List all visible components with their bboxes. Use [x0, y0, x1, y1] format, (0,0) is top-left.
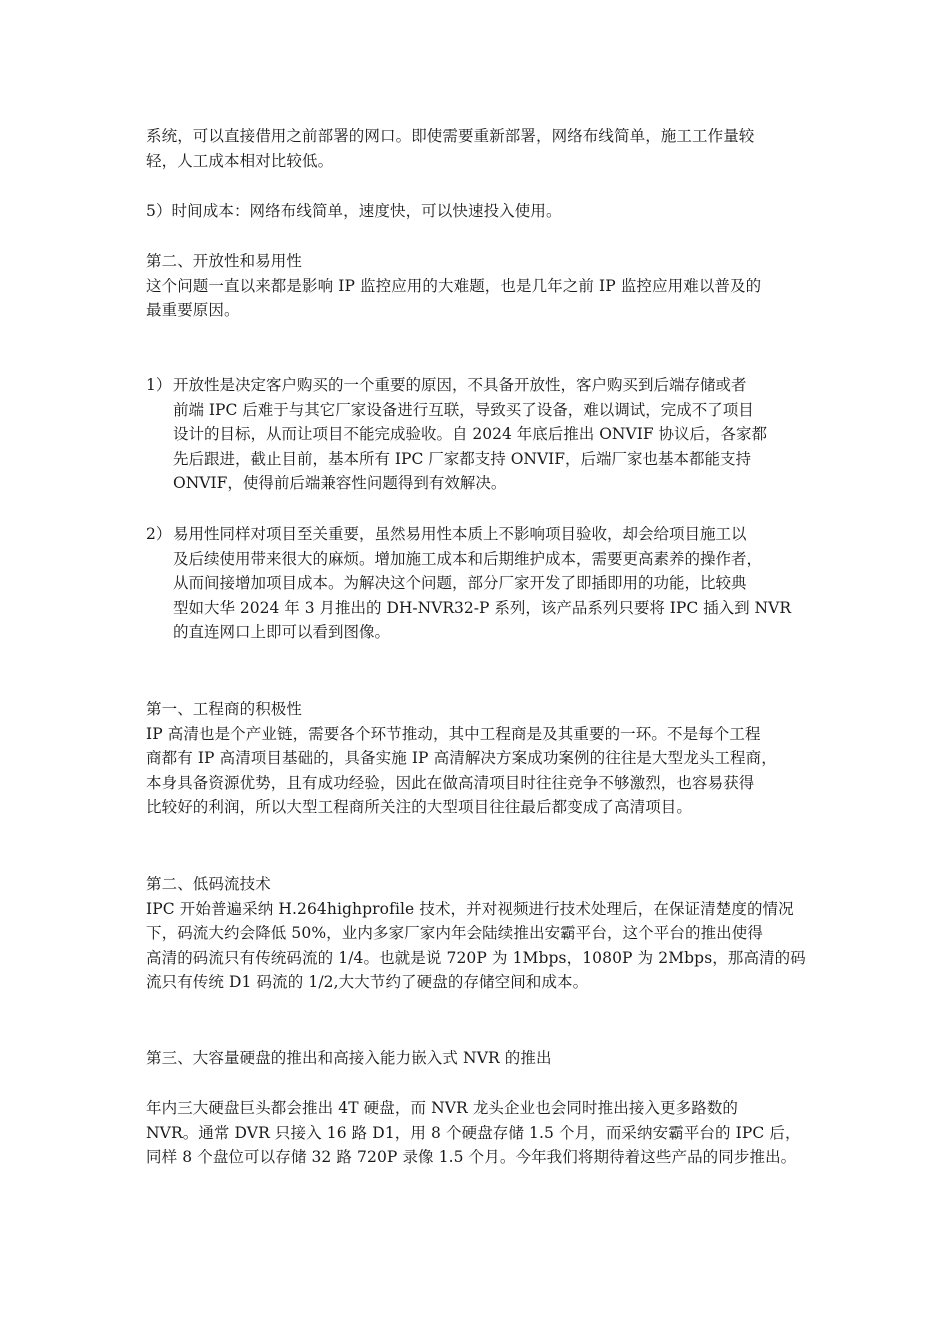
text-line: 这个问题一直以来都是影响 IP 监控应用的大难题，也是几年之前 IP 监控应用难以普及的 [146, 276, 762, 295]
text-line: ONVIF，使得前后端兼容性问题得到有效解决。 [173, 474, 507, 492]
text-line: 5）时间成本：网络布线简单，速度快，可以快速投入使用。 [146, 202, 562, 220]
section-storage-nvr-heading [146, 1046, 806, 1071]
paragraph-time-cost [146, 199, 806, 224]
section-engineer-motivation [146, 697, 806, 820]
text-line: 型如大华 2024 年 3 月推出的 DH-NVR32-P 系列，该产品系列只要将 IPC 插入到 NVR [173, 598, 791, 617]
text-line: 高清的码流只有传统码流的 1/4。也就是说 720P 为 1Mbps，1080P 为 2Mbps，那高清的码 [146, 948, 806, 967]
text-line: 从而间接增加项目成本。为解决这个问题，部分厂家开发了即插即用的功能，比较典 [173, 574, 747, 592]
text-line: 先后跟进，截止目前，基本所有 IPC 厂家都支持 ONVIF，后端厂家也基本都能支持 [173, 449, 752, 468]
text-line: 前端 IPC 后难于与其它厂家设备进行互联，导致买了设备，难以调试，完成不了项目 [173, 400, 754, 419]
section-heading: 第三、大容量硬盘的推出和高接入能力嵌入式 NVR 的推出 [146, 1049, 552, 1067]
text-line: 流只有传统 D1 码流的 1/2,大大节约了硬盘的存储空间和成本。 [146, 973, 589, 991]
text-line: 易用性同样对项目至关重要，虽然易用性本质上不影响项目验收，却会给项目施工以 [173, 525, 747, 543]
text-line: 轻，人工成本相对比较低。 [146, 151, 334, 170]
section-heading: 第二、开放性和易用性 [146, 252, 303, 270]
text-line: 比较好的利润，所以大型工程商所关注的大型项目往往最后都变成了高清项目。 [146, 798, 693, 816]
text-line: 年内三大硬盘巨头都会推出 4T 硬盘，而 NVR 龙头企业也会同时推出接入更多路数的 [146, 1099, 739, 1117]
section-storage-nvr-body [146, 1096, 806, 1170]
list-number: 1） [146, 376, 172, 394]
text-line: 下，码流大约会降低 50%，业内多家厂家内年会陆续推出安霸平台，这个平台的推出使得 [146, 924, 763, 942]
text-line: IPC 开始普遍采纳 H.264highprofile 技术，并对视频进行技术处理后，在保证清楚度的情况 [146, 899, 794, 918]
text-line: 本身具备资源优势，且有成功经验，因此在做高清项目时往往竞争不够激烈，也容易获得 [146, 773, 755, 792]
list-item-openness [146, 373, 806, 496]
section-heading: 第一、工程商的积极性 [146, 700, 303, 718]
text-line: 及后续使用带来很大的麻烦。增加施工成本和后期维护成本，需要更高素养的操作者， [173, 549, 763, 568]
text-line: 设计的目标，从而让项目不能完成验收。自 2024 年底后推出 ONVIF 协议后，各家都 [173, 425, 767, 443]
text-line: NVR。通常 DVR 只接入 16 路 D1，用 8 个硬盘存储 1.5 个月，而采纳安霸平台的 IPC 后， [146, 1123, 801, 1142]
section-heading: 第二、低码流技术 [146, 875, 271, 893]
section-openness-usability [146, 249, 806, 323]
section-low-bitrate [146, 872, 806, 995]
text-line: 的直连网口上即可以看到图像。 [173, 623, 391, 641]
text-line: 系统，可以直接借用之前部署的网口。即使需要重新部署，网络布线简单，施工工作量较 [146, 127, 755, 145]
text-line: 开放性是决定客户购买的一个重要的原因，不具备开放性，客户购买到后端存储或者 [173, 376, 747, 394]
list-number: 2） [146, 525, 172, 543]
text-line: 商都有 IP 高清项目基础的，具备实施 IP 高清解决方案成功案例的往往是大型龙头工程商， [146, 749, 777, 767]
text-line: IP 高清也是个产业链，需要各个环节推动，其中工程商是及其重要的一环。不是每个工程 [146, 724, 761, 743]
text-line: 最重要原因。 [146, 301, 240, 319]
text-line: 同样 8 个盘位可以存储 32 路 720P 录像 1.5 个月。今年我们将期待着这些产品的同步推出。 [146, 1148, 797, 1166]
list-item-usability [146, 522, 806, 645]
paragraph-wiring-cost [146, 124, 806, 173]
